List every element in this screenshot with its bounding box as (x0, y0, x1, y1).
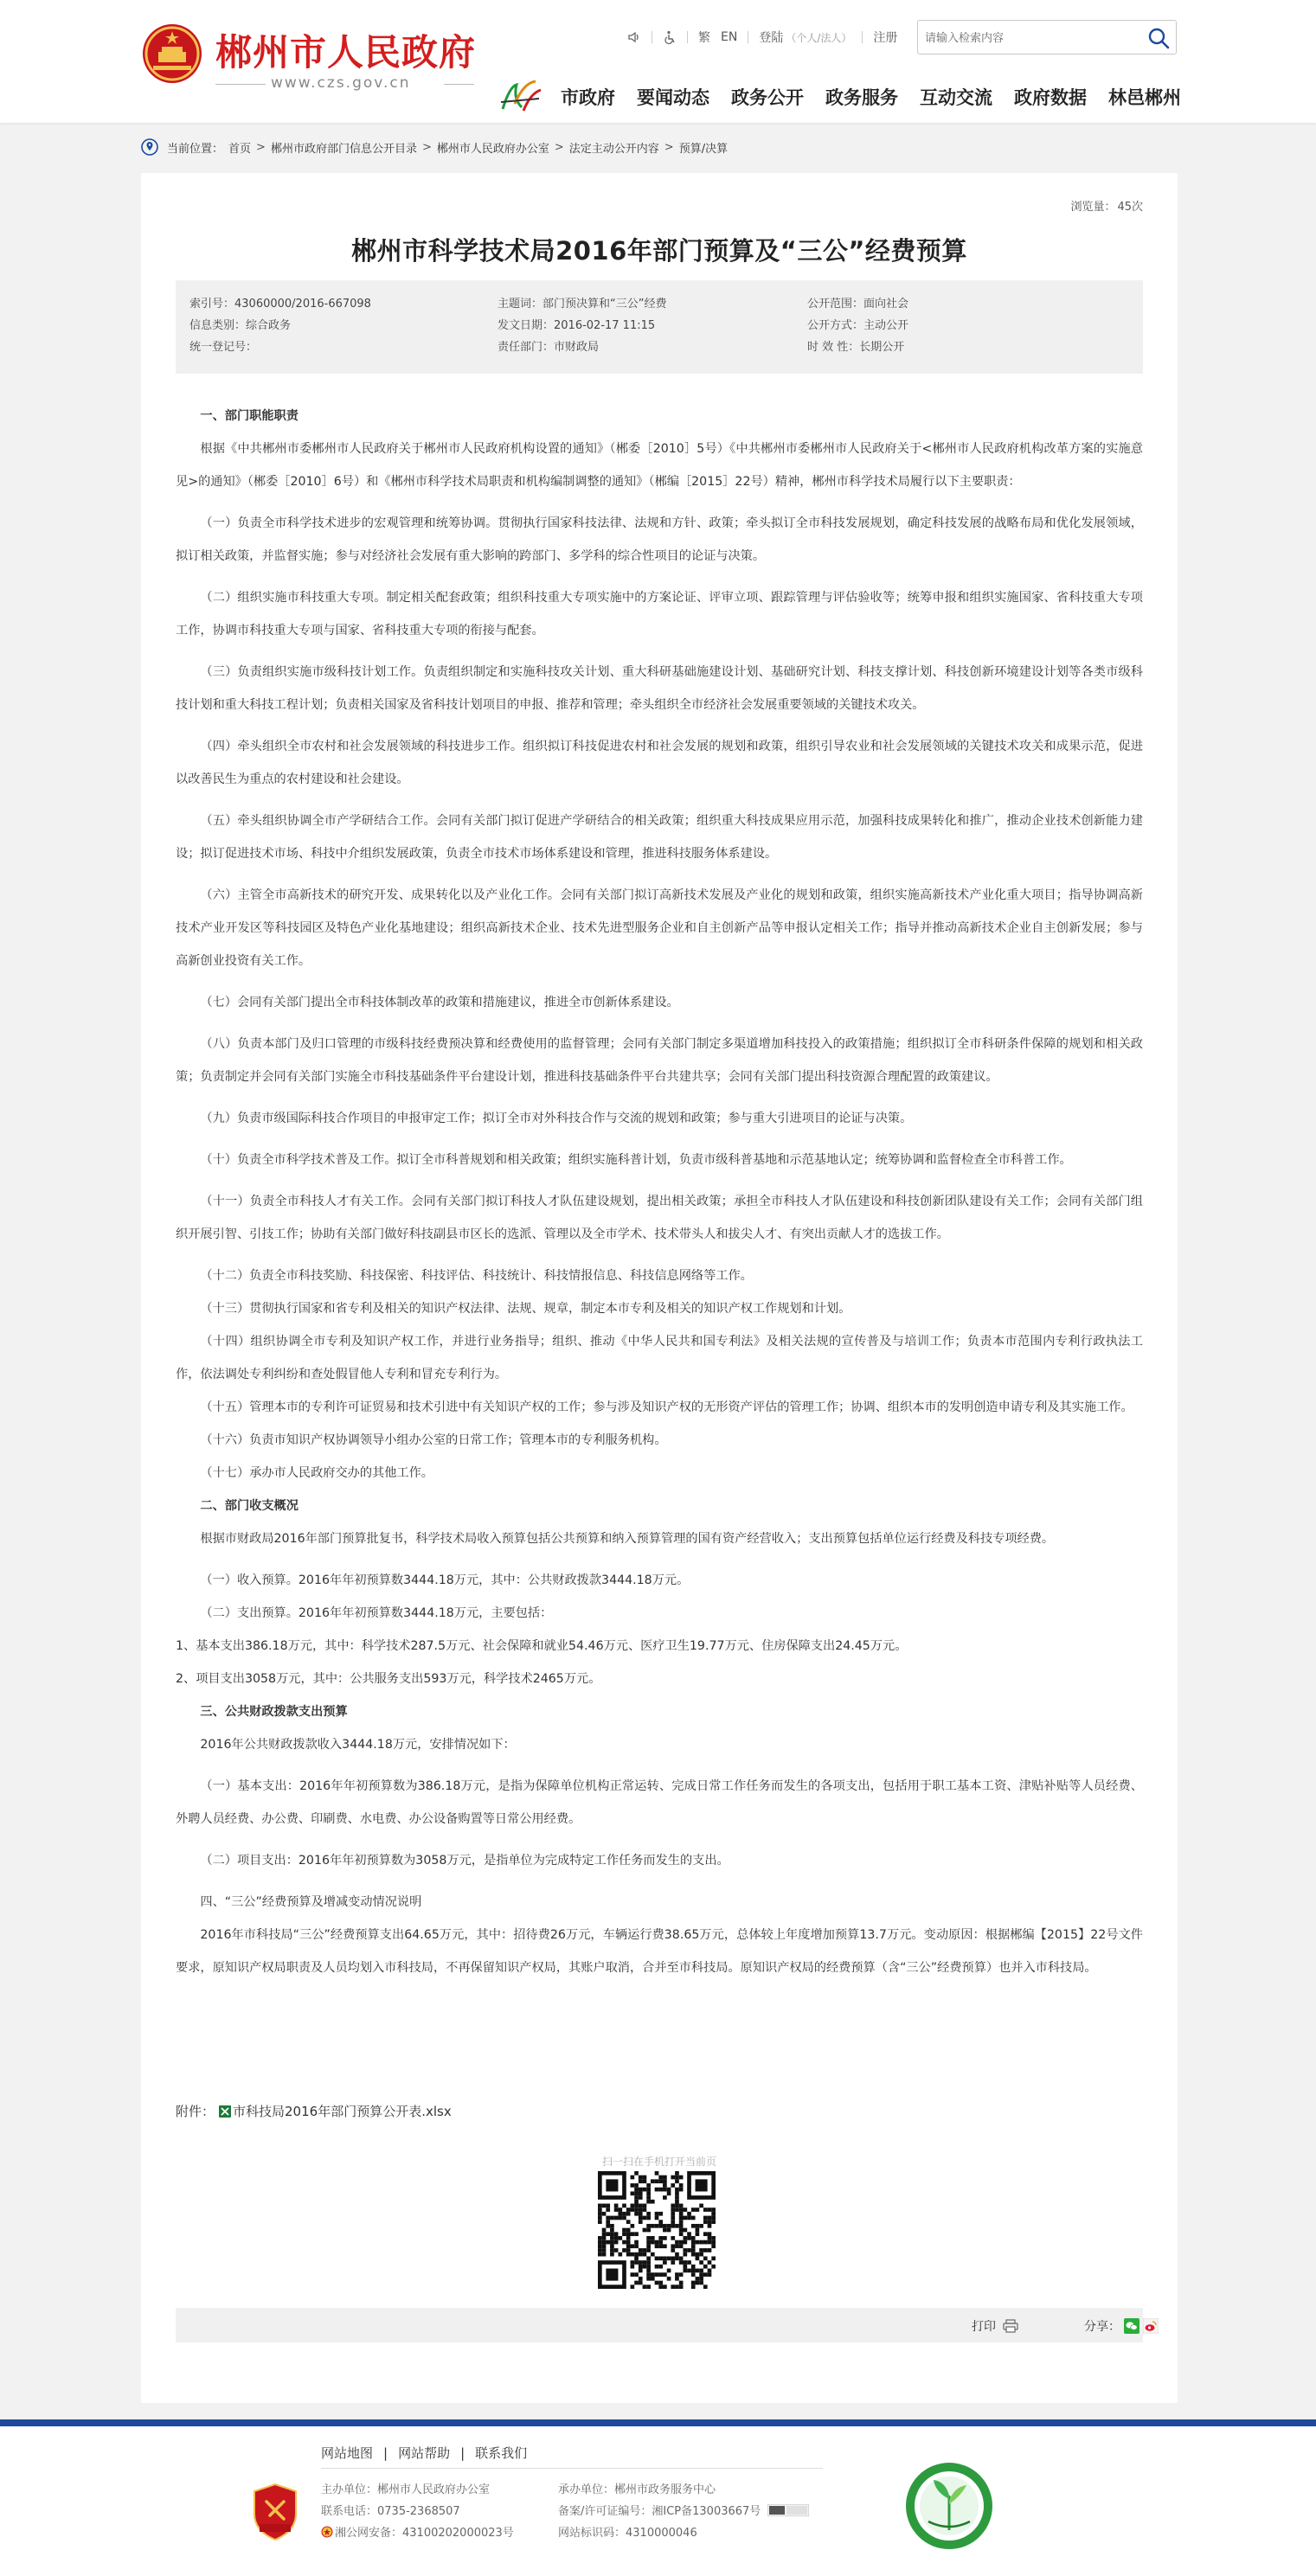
footer-icp-text: 备案/许可证编号：湘ICP备13003667号 (558, 2505, 761, 2518)
toolbar-separator (687, 31, 688, 43)
breadcrumb-separator: > (554, 140, 564, 154)
breadcrumb-separator: > (664, 140, 674, 154)
body-paragraph: （十一）负责全市科技人才有关工作。会同有关部门拟订科技人才队伍建设规划，提出相关政策；承担全市科技人才队伍建设和科技创新团队建设有关工作；会同有关部门组织开展引智、引技工作；协助有关部门做好科技副县市区长的选派、管理以及全市学术、技术带头人和拔尖人才、有突出贡献人才的选拔工作。 (176, 1195, 1143, 1241)
body-paragraph: （二）组织实施市科技重大专项。制定相关配套政策；组织科技重大专项实施中的方案论证、评审立项、跟踪管理与评估验收等；统筹申报和组织实施国家、省科技重大专项工作，协调市科技重大专项与国家、省科技重大专项的衔接与配套。 (176, 591, 1143, 638)
nav-item-government-affairs-disclosure[interactable]: 政务公开 (731, 87, 804, 108)
meta-publish-date: 发文日期：2016-02-17 11:15 (498, 319, 656, 332)
print-label: 打印 (972, 2320, 996, 2334)
body-paragraph: （一）收入预算。2016年年初预算数3444.18万元，其中：公共财政拨款3444.18万元。 (200, 1573, 690, 1587)
breadcrumb (141, 137, 728, 157)
footer-link-separator: | (460, 2445, 465, 2461)
view-count (1070, 197, 1143, 214)
footer-police-text: 湘公网安备：43100202000023号 (335, 2527, 514, 2540)
article-panel (141, 173, 1178, 2403)
qr-code-icon (598, 2171, 716, 2289)
body-paragraph: 根据《中共郴州市委郴州市人民政府关于郴州市人民政府机构设置的通知》（郴委［2010］5号）《中共郴州市委郴州市人民政府关于<郴州市人民政府机构改革方案的实施意见>的通知》（郴委［2010］6号）和《郴州市科学技术局职责和机构编制调整的通知》（郴编［2015］22号）精神，郴州市科学技术局履行以下主要职责： (176, 442, 1143, 489)
meta-scope: 公开范围：面向社会 (807, 298, 909, 311)
footer-link-sitemap[interactable]: 网站地图 (321, 2445, 374, 2461)
body-paragraph: （一）负责全市科学技术进步的宏观管理和统筹协调。贯彻执行国家科技法律、法规和方针、政策；牵头拟订全市科技发展规划，确定科技发展的战略布局和优化发展领域，拟订相关政策，并监督实施；参与对经济社会发展有重大影响的跨部门、多学科的综合性项目的论证与决策。 (176, 516, 1143, 563)
body-paragraph: （十七）承办市人民政府交办的其他工作。 (200, 1466, 433, 1480)
share-label: 分享： (1084, 2320, 1120, 2334)
accessibility-mode-button[interactable] (663, 30, 677, 44)
meta-method: 公开方式：主动公开 (807, 319, 909, 332)
body-paragraph: （十二）负责全市科技奖励、科技保密、科技评估、科技统计、科技情报信息、科技信息网络等工作。 (200, 1269, 753, 1283)
article-title: 郴州市科学技术局2016年部门预算及“三公”经费预算 (351, 236, 967, 266)
english-link[interactable]: EN (721, 30, 738, 44)
footer-link-help[interactable]: 网站帮助 (398, 2445, 451, 2461)
nav-brand-icon (498, 78, 545, 114)
breadcrumb-item[interactable]: 预算/决算 (678, 142, 729, 156)
nav-item-government-data[interactable]: 政府数据 (1014, 87, 1087, 108)
view-count-label: 浏览量： (1070, 201, 1116, 214)
footer-host: 主办单位：郴州市人民政府办公室 (321, 2483, 491, 2496)
body-paragraph: 2016年市科技局“三公”经费预算支出64.65万元，其中：招待费26万元，车辆运行费38.65万元，总体较上年度增加预算13.7万元。变动原因：根据郴编【2015】22号文件要求，原知识产权局职责及人员均划入市科技局，不再保留知识产权局，其账户取消，合并至市科技局。原知识产权局的经费预算（含“三公”经费预算）也并入市科技局。 (176, 1928, 1143, 1975)
main-nav (561, 84, 1181, 110)
meta-info-category: 信息类别：综合政务 (189, 319, 292, 332)
body-paragraph: （三）负责组织实施市级科技计划工作。负责组织制定和实施科技攻关计划、重大科研基础施建设计划、基础研究计划、科技支撑计划、科技创新环境建设计划等各类市级科技计划和重大科技工程计划；负责相关国家及省科技计划项目的申报、推荐和管理；牵头组织全市经济社会发展重要领域的关键技术攻关。 (176, 665, 1143, 712)
body-paragraph: （八）负责本部门及归口管理的市级科技经费预决算和经费使用的监督管理；会同有关部门制定多渠道增加科技投入的政策措施；组织拟订全市科研条件保障的规划和相关政策；负责制定并会同有关部门实施全市科技基础条件平台建设计划，推进科技基础条件平台共建共享；会同有关部门提出科技资源合理配置的政策建议。 (176, 1037, 1143, 1084)
nav-item-government-services[interactable]: 政务服务 (825, 87, 898, 108)
login-note: （个人/法人） (786, 31, 852, 44)
body-paragraph: （十六）负责市知识产权协调领导小组办公室的日常工作；管理本市的专利服务机构。 (200, 1433, 667, 1447)
body-paragraph: （六）主管全市高新技术的研究开发、成果转化以及产业化工作。会同有关部门拟订高新技术发展及产业化的规划和政策，组织实施高新技术产业化重大项目；指导协调高新技术产业开发区等科技园区及特色产业化基地建设；组织高新技术企业、技术先进型服务企业和自主创新产品等申报认定相关工作；指导并推动高新技术企业自主创新发展；参与高新创业投资有关工作。 (176, 888, 1143, 968)
site-logo[interactable] (141, 21, 487, 107)
green-cert-badge-icon[interactable] (904, 2461, 994, 2551)
footer-icp (558, 2502, 809, 2518)
footer-phone: 联系电话：0735-2368507 (321, 2505, 460, 2518)
body-paragraph: 1、基本支出386.18万元，其中：科学技术287.5万元、社会保障和就业54.46万元、医疗卫生19.77万元、住房保障支出24.45万元。 (176, 1639, 908, 1653)
meta-validity: 时 效 性：长期公开 (807, 341, 905, 354)
register-link[interactable]: 注册 (873, 31, 898, 45)
body-paragraph: 2、项目支出3058万元，其中：公共服务支出593万元，科学技术2465万元。 (176, 1672, 601, 1686)
footer-organizer: 承办单位：郴州市政务服务中心 (558, 2483, 716, 2496)
nav-item-city-government[interactable]: 市政府 (561, 87, 615, 108)
print-button[interactable] (972, 2317, 1018, 2335)
share-group (1084, 2317, 1159, 2335)
police-badge-icon (321, 2526, 333, 2538)
toolbar-separator (862, 31, 863, 43)
meta-index-no: 索引号：43060000/2016-667098 (189, 298, 371, 311)
body-paragraph: （十三）贯彻执行国家和省专利及相关的知识产权法律、法规、规章，制定本市专利及相关的知识产权工作规划和计划。 (200, 1302, 851, 1316)
article-meta (176, 280, 1143, 374)
wechat-icon[interactable] (1124, 2318, 1139, 2334)
logo-rule (215, 84, 266, 85)
accessibility-read-button[interactable] (627, 30, 641, 44)
body-paragraph: （七）会同有关部门提出全市科技体制改革的政策和措施建议，推进全市创新体系建设。 (200, 996, 679, 1009)
breadcrumb-item[interactable]: 郴州市政府部门信息公开目录 (270, 142, 417, 156)
share-bar (176, 2308, 1143, 2342)
xls-icon (218, 2105, 232, 2118)
body-paragraph: （一）基本支出：2016年年初预算数为386.18万元，是指为保障单位机构正常运转、完成日常工作任务而发生的各项支出，包括用于职工基本工资、津贴补贴等人员经费、外聘人员经费、办公费、印刷费、水电费、办公设备购置等日常公用经费。 (176, 1779, 1143, 1826)
attachment-label: 附件： (176, 2104, 215, 2119)
login-label: 登陆 (759, 31, 784, 45)
login-link[interactable] (759, 29, 851, 46)
article-body (176, 400, 1143, 1984)
body-paragraph: 2016年公共财政拨款收入3444.18万元，安排情况如下： (200, 1738, 516, 1752)
section-heading: 一、部门职能职责 (200, 409, 299, 423)
search-box (917, 20, 1177, 54)
site-header (0, 0, 1316, 123)
body-paragraph: （五）牵头组织协调全市产学研结合工作。会同有关部门拟订促进产学研结合的相关政策；组织重大科技成果应用示范，加强科技成果转化和推广，推动企业技术创新能力建设；拟订促进技术市场、科技中介组织发展政策，负责全市技术市场体系建设和管理，推进科技服务体系建设。 (176, 814, 1143, 861)
body-paragraph: （十五）管理本市的专利许可证贸易和技术引进中有关知识产权的工作；参与涉及知识产权的无形资产评估的管理工作；协调、组织本市的发明创造申请专利及其实施工作。 (200, 1400, 1133, 1414)
breadcrumb-item[interactable]: 郴州市人民政府办公室 (436, 142, 549, 156)
top-toolbar (627, 26, 897, 48)
party-badge-icon[interactable] (251, 2483, 299, 2541)
footer-link-separator: | (383, 2445, 388, 2461)
site-url: www.czs.gov.cn (271, 74, 411, 92)
nav-item-news[interactable]: 要闻动态 (637, 87, 709, 108)
site-footer (0, 2426, 1316, 2576)
body-paragraph: （九）负责市级国际科技合作项目的申报审定工作；拟订全市对外科技合作与交流的规划和政策；参与重大引进项目的论证与决策。 (200, 1112, 913, 1125)
meta-subject: 主题词：部门预决算和“三公”经费 (498, 298, 667, 311)
breadcrumb-item[interactable]: 首页 (228, 142, 252, 156)
logo-rule (444, 84, 474, 85)
attachment (176, 2102, 452, 2120)
footer-link-contact[interactable]: 联系我们 (475, 2445, 528, 2461)
cnzz-icon[interactable] (767, 2504, 809, 2516)
meta-dept: 责任部门：市财政局 (498, 341, 600, 354)
breadcrumb-separator: > (256, 140, 266, 154)
weibo-icon[interactable] (1143, 2318, 1159, 2334)
body-paragraph: （十）负责全市科学技术普及工作。拟订全市科普规划和相关政策；组织实施科普计划，负责市级科普基地和示范基地认定；统筹协调和监督检查全市科普工作。 (200, 1153, 1072, 1167)
attachment-link[interactable]: 市科技局2016年部门预算公开表.xlsx (233, 2104, 452, 2119)
breadcrumb-item[interactable]: 法定主动公开内容 (568, 142, 659, 156)
footer-police (321, 2523, 514, 2540)
footer-divider (321, 2468, 823, 2469)
wheelchair-icon (663, 30, 677, 44)
section-heading: 二、部门收支概况 (200, 1499, 299, 1513)
traditional-chinese-link[interactable]: 繁 (698, 31, 710, 45)
footer-links (321, 2444, 527, 2462)
view-count-value: 45次 (1117, 201, 1143, 214)
meta-unified-code: 统一登记号： (189, 341, 258, 354)
location-icon (141, 138, 158, 156)
body-paragraph: （四）牵头组织全市农村和社会发展领域的科技进步工作。组织拟订科技促进农村和社会发展的规划和政策，组织引导农业和社会发展领域的关键技术攻关和成果示范，促进以改善民生为重点的农村建设和社会建设。 (176, 740, 1143, 786)
body-paragraph: （二）支出预算。2016年年初预算数3444.18万元，主要包括： (200, 1606, 553, 1620)
breadcrumb-label: 当前位置： (167, 142, 224, 156)
nav-item-interaction[interactable]: 互动交流 (920, 87, 992, 108)
footer-accent-bar (0, 2419, 1316, 2426)
nav-item-linyi-chenzhou[interactable]: 林邑郴州 (1108, 87, 1181, 108)
footer-site-code: 网站标识码：4310000046 (558, 2527, 697, 2540)
body-paragraph: （二）项目支出：2016年年初预算数为3058万元，是指单位为完成特定工作任务而发生的支出。 (200, 1854, 729, 1868)
search-input[interactable] (925, 28, 1133, 48)
section-heading: 四、“三公”经费预算及增减变动情况说明 (200, 1895, 422, 1909)
speaker-icon (627, 30, 641, 44)
print-icon (1003, 2319, 1018, 2333)
search-icon[interactable] (1146, 26, 1171, 50)
breadcrumb-separator: > (421, 140, 432, 154)
body-paragraph: （十四）组织协调全市专利及知识产权工作，并进行业务指导；组织、推动《中华人民共和国专利法》及相关法规的宣传普及与培训工作；负责本市范围内专利行政执法工作，依法调处专利纠纷和查处假冒他人专利和冒充专利行为。 (176, 1335, 1143, 1381)
section-heading: 三、公共财政拨款支出预算 (200, 1705, 348, 1719)
qr-label: 扫一扫在手机打开当前页 (601, 2156, 716, 2168)
site-title: 郴州市人民政府 (215, 31, 477, 74)
national-emblem-icon (141, 22, 203, 85)
body-paragraph: 根据市财政局2016年部门预算批复书，科学技术局收入预算包括公共预算和纳入预算管理的国有资产经营收入；支出预算包括单位运行经费及科技专项经费。 (200, 1532, 1055, 1546)
